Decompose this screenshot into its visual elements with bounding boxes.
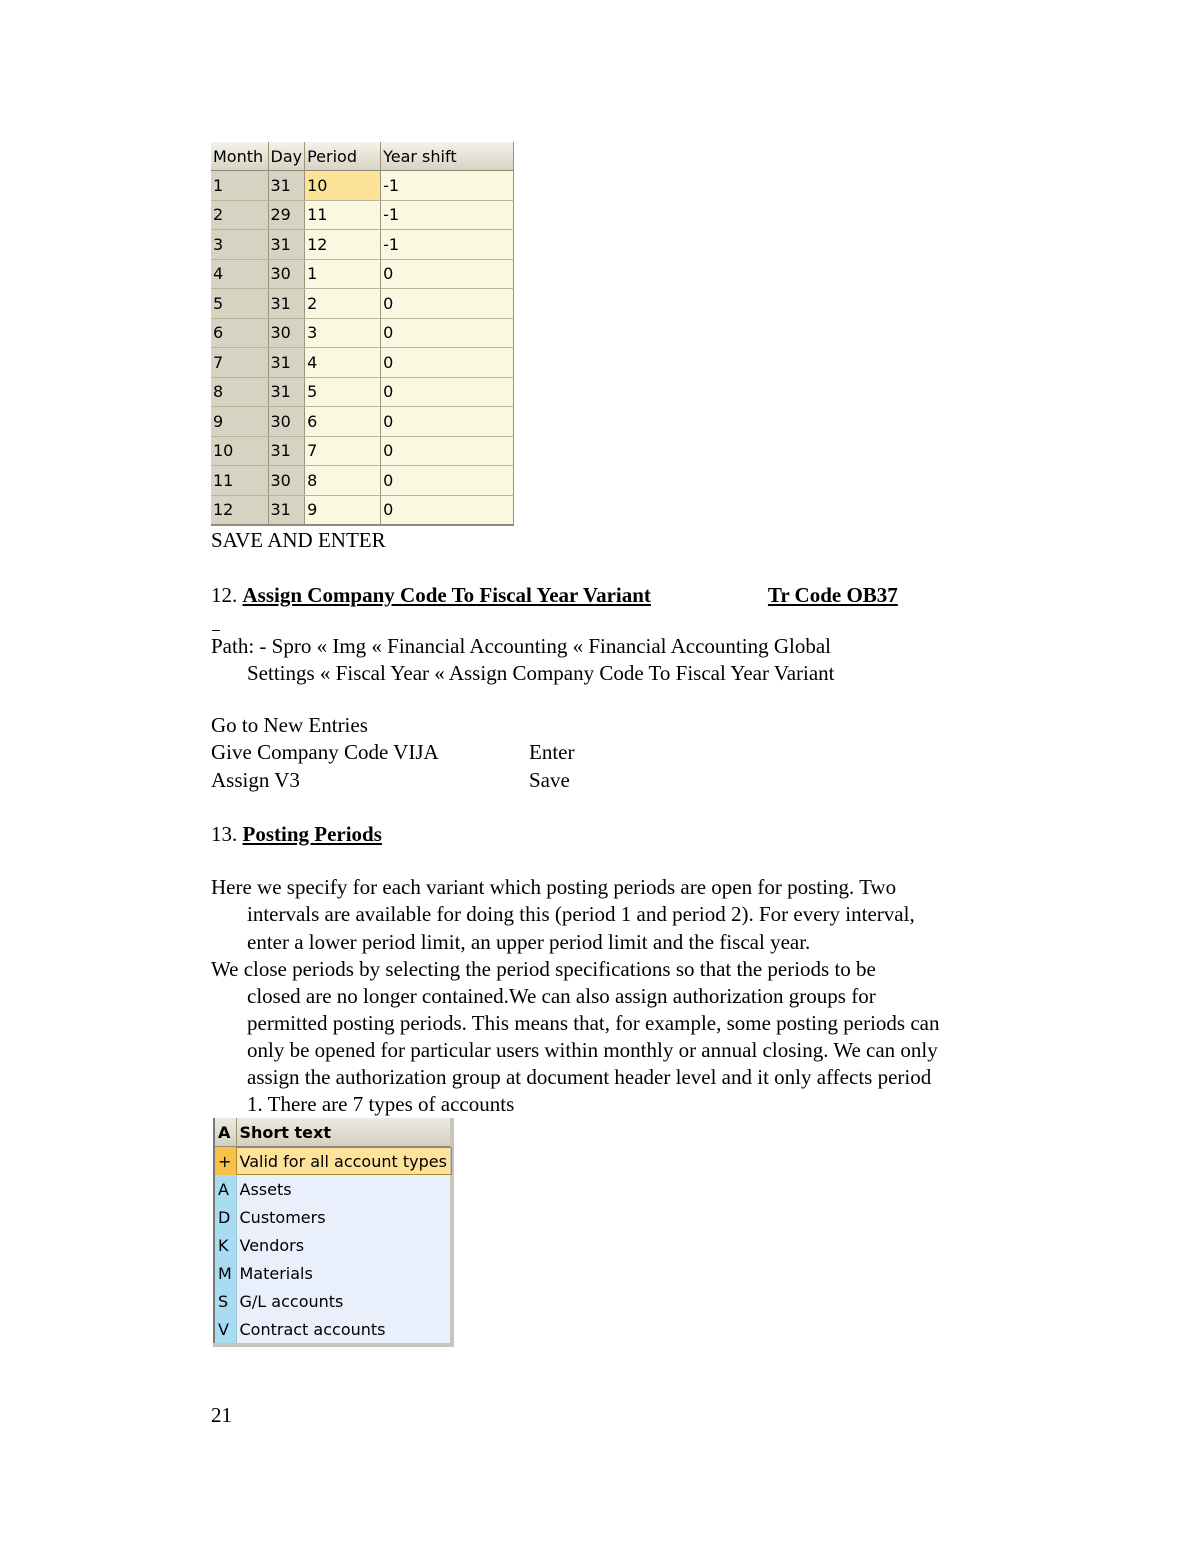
cell-month: 2 (211, 200, 268, 230)
cell-month: 1 (211, 171, 268, 201)
account-type-code: A (214, 1175, 236, 1203)
list-item[interactable] (214, 1259, 452, 1287)
account-type-code: V (214, 1315, 236, 1345)
section-13-title: Posting Periods (242, 822, 382, 846)
column-header-short-text[interactable]: Short text (236, 1118, 452, 1147)
cell-day: 31 (268, 348, 305, 378)
table-row (211, 259, 514, 289)
page-number: 21 (211, 1403, 232, 1427)
cell-year-shift[interactable]: -1 (381, 200, 514, 230)
cell-month: 10 (211, 436, 268, 466)
column-header-account-type[interactable]: A (214, 1118, 236, 1147)
cell-period[interactable]: 2 (305, 289, 381, 319)
save-and-enter-instruction: SAVE AND ENTER (211, 528, 386, 552)
cell-year-shift[interactable]: 0 (381, 377, 514, 407)
para2-line-2: closed are no longer contained.We can also assign authorization groups for (247, 984, 876, 1008)
account-type-short-text: Customers (236, 1203, 452, 1231)
column-header-month[interactable]: Month (211, 142, 268, 171)
account-type-short-text: Materials (236, 1259, 452, 1287)
column-header-day[interactable]: Day (268, 142, 305, 171)
cell-day: 30 (268, 407, 305, 437)
cell-month: 11 (211, 466, 268, 496)
cell-period[interactable]: 8 (305, 466, 381, 496)
section-12-tr-code: Tr Code OB37 (767, 583, 898, 607)
account-type-code: D (214, 1203, 236, 1231)
account-type-short-text: Contract accounts (236, 1315, 452, 1345)
table-row (211, 436, 514, 466)
cell-day: 29 (268, 200, 305, 230)
cell-day: 31 (268, 171, 305, 201)
cell-month: 9 (211, 407, 268, 437)
cell-period[interactable]: 4 (305, 348, 381, 378)
account-types-table (213, 1118, 454, 1347)
cell-year-shift[interactable]: 0 (381, 466, 514, 496)
cell-day: 30 (268, 318, 305, 348)
account-type-short-text: Assets (236, 1175, 452, 1203)
table-row (211, 318, 514, 348)
cell-day: 31 (268, 289, 305, 319)
account-type-code: + (214, 1147, 236, 1176)
cell-year-shift[interactable]: 0 (381, 436, 514, 466)
cell-year-shift[interactable]: -1 (381, 171, 514, 201)
para2-line-5: assign the authorization group at document header level and it only affects period (247, 1065, 932, 1089)
list-item[interactable] (214, 1147, 452, 1176)
cell-year-shift[interactable]: -1 (381, 230, 514, 260)
step-1-text: Go to New Entries (211, 713, 368, 737)
step-3-text: Assign V3 (211, 768, 300, 792)
cell-year-shift[interactable]: 0 (381, 348, 514, 378)
cell-day: 31 (268, 377, 305, 407)
cell-period[interactable]: 12 (305, 230, 381, 260)
cell-day: 31 (268, 230, 305, 260)
section-12-number: 12. (211, 583, 238, 607)
cell-period[interactable]: 1 (305, 259, 381, 289)
cell-period[interactable]: 5 (305, 377, 381, 407)
step-2-text: Give Company Code VIJA (211, 740, 439, 764)
cell-period[interactable]: 11 (305, 200, 381, 230)
para1-line-2: intervals are available for doing this (period 1 and period 2). For every interval, (247, 902, 915, 926)
account-type-short-text: Valid for all account types (236, 1147, 452, 1176)
cell-month: 7 (211, 348, 268, 378)
path-line-1: Path: - Spro « Img « Financial Accounting « Financial Accounting Global (211, 634, 831, 658)
cell-period[interactable]: 7 (305, 436, 381, 466)
cell-month: 6 (211, 318, 268, 348)
table-row (211, 466, 514, 496)
small-rule (212, 630, 220, 631)
table-row (211, 407, 514, 437)
cell-period[interactable]: 3 (305, 318, 381, 348)
cell-month: 3 (211, 230, 268, 260)
cell-month: 5 (211, 289, 268, 319)
cell-year-shift[interactable]: 0 (381, 407, 514, 437)
cell-day: 30 (268, 259, 305, 289)
account-type-short-text: Vendors (236, 1231, 452, 1259)
list-item[interactable] (214, 1203, 452, 1231)
cell-year-shift[interactable]: 0 (381, 495, 514, 525)
account-type-code: S (214, 1287, 236, 1315)
para2-line-3: permitted posting periods. This means that, for example, some posting periods can (247, 1011, 940, 1035)
table-row (211, 377, 514, 407)
table-row (211, 348, 514, 378)
section-12-heading (211, 582, 898, 609)
path-line-2: Settings « Fiscal Year « Assign Company Code To Fiscal Year Variant (247, 661, 835, 685)
section-12-title: Assign Company Code To Fiscal Year Variant (242, 583, 651, 607)
column-header-period[interactable]: Period (305, 142, 381, 171)
cell-year-shift[interactable]: 0 (381, 318, 514, 348)
cell-year-shift[interactable]: 0 (381, 289, 514, 319)
cell-period[interactable]: 10 (305, 171, 381, 201)
cell-month: 4 (211, 259, 268, 289)
cell-year-shift[interactable]: 0 (381, 259, 514, 289)
account-types-header (214, 1118, 452, 1147)
account-type-short-text: G/L accounts (236, 1287, 452, 1315)
list-item[interactable] (214, 1231, 452, 1259)
step-3-action: Save (529, 768, 570, 792)
period-table-header (211, 142, 514, 171)
cell-day: 31 (268, 436, 305, 466)
para1-line-3: enter a lower period limit, an upper period limit and the fiscal year. (247, 930, 811, 954)
table-row (211, 171, 514, 201)
cell-month: 8 (211, 377, 268, 407)
table-row (211, 289, 514, 319)
cell-month: 12 (211, 495, 268, 525)
list-item[interactable] (214, 1175, 452, 1203)
table-row (211, 230, 514, 260)
period-table (211, 142, 514, 526)
section-13-heading (211, 821, 382, 848)
para1-line-1: Here we specify for each variant which posting periods are open for posting. Two (211, 875, 897, 899)
cell-period[interactable]: 9 (305, 495, 381, 525)
account-type-code: K (214, 1231, 236, 1259)
cell-day: 30 (268, 466, 305, 496)
para2-line-1: We close periods by selecting the period specifications so that the periods to be (211, 957, 876, 981)
step-2-action: Enter (529, 740, 575, 764)
column-header-year-shift[interactable]: Year shift (381, 142, 514, 171)
list-item[interactable] (214, 1315, 452, 1345)
para2-line-4: only be opened for particular users within monthly or annual closing. We can only (247, 1038, 938, 1062)
account-type-code: M (214, 1259, 236, 1287)
table-row (211, 495, 514, 525)
cell-period[interactable]: 6 (305, 407, 381, 437)
para2-line-6: 1. There are 7 types of accounts (247, 1092, 515, 1116)
table-row (211, 200, 514, 230)
list-item[interactable] (214, 1287, 452, 1315)
section-13-number: 13. (211, 822, 238, 846)
cell-day: 31 (268, 495, 305, 525)
